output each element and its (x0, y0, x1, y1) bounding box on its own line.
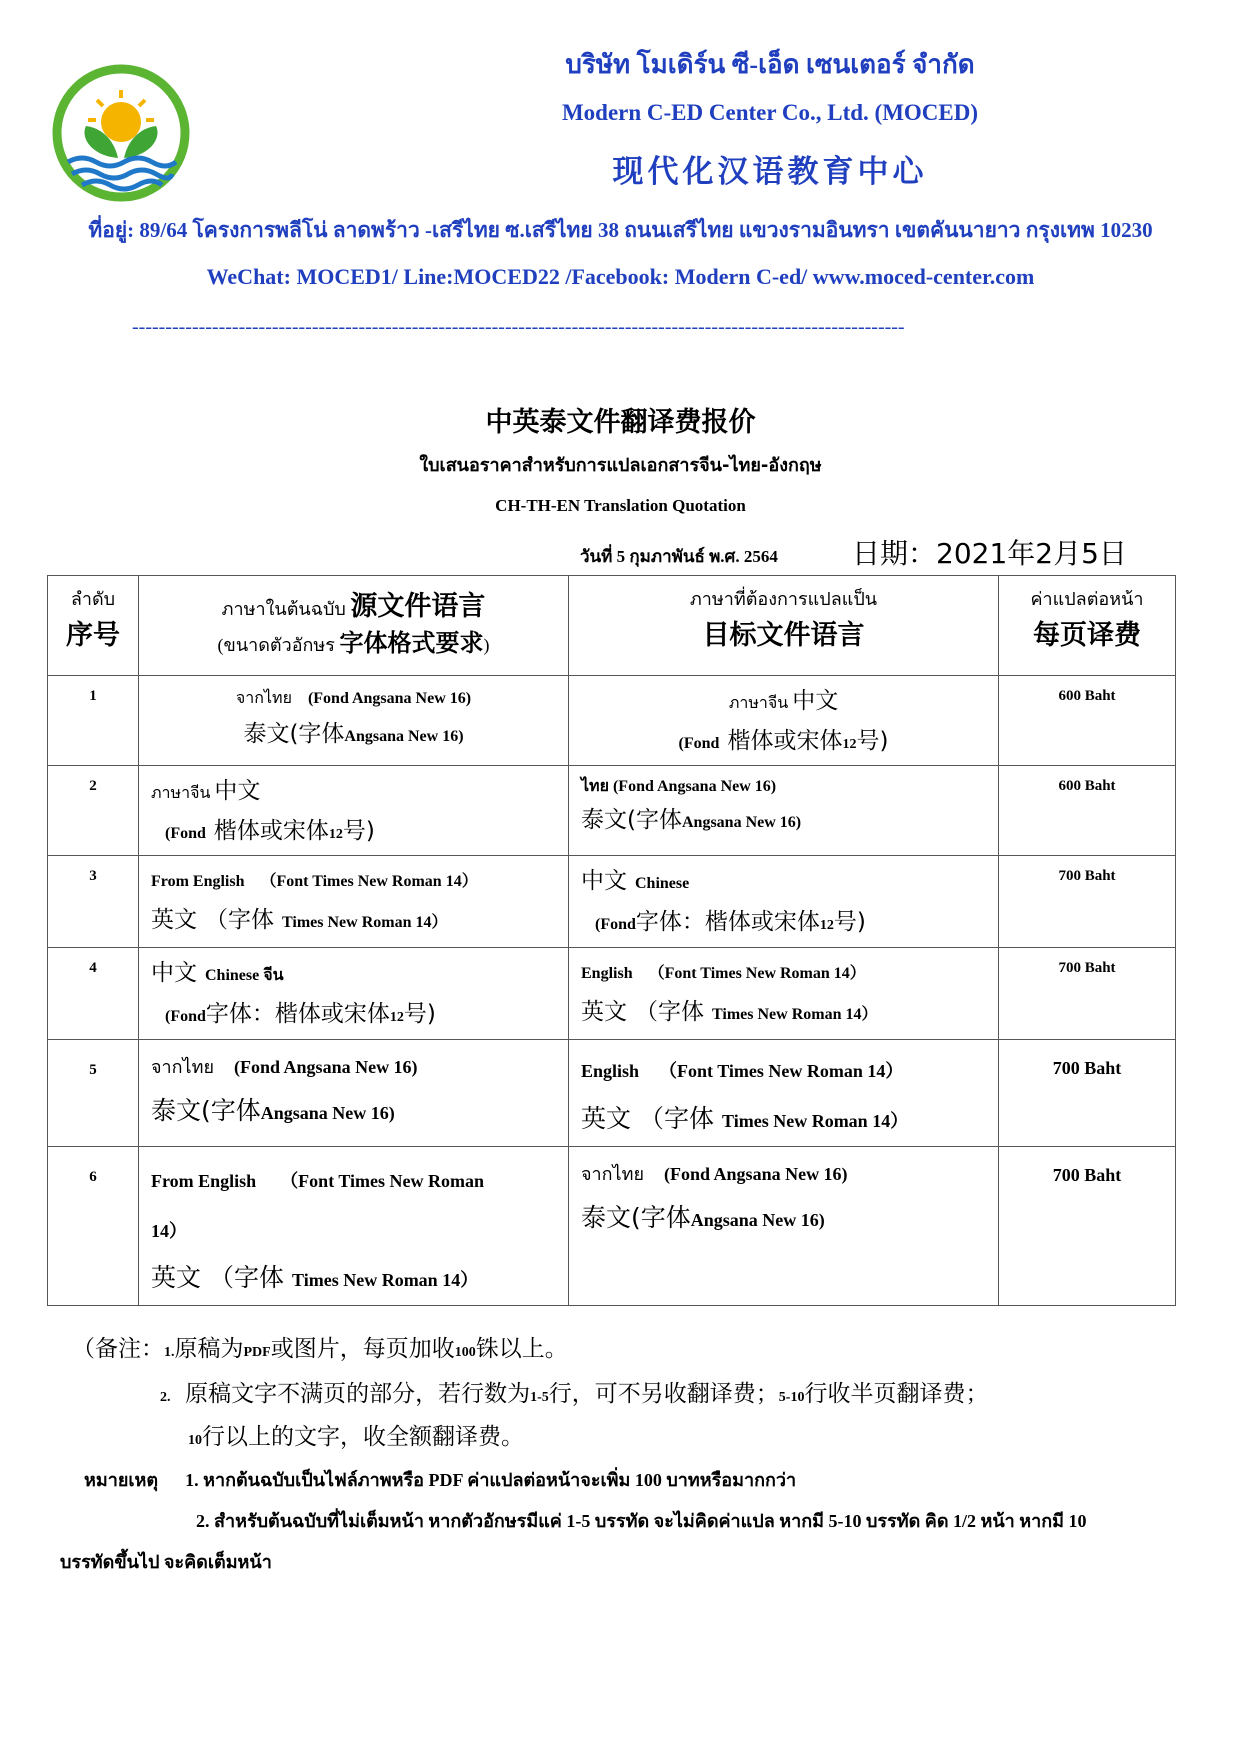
row-source (139, 676, 569, 766)
src-zh: 中文 (151, 960, 197, 986)
row-number: 2 (48, 766, 139, 856)
company-address: ที่อยู่: 89/64 โครงการพลีโน่ ลาดพร้าว -เสรีไทย ซ.เสรีไทย 38 ถนนเสรีไทย แขวงรามอินทรา เขตคันนายาว กรุงเทพ 10230 (88, 218, 1153, 242)
row-number: 3 (48, 856, 139, 948)
src-lang: From English (151, 873, 245, 890)
note-pdf: PDF (243, 1345, 271, 1360)
header-seq (48, 576, 139, 676)
tgt-zh: 中文 (581, 868, 627, 894)
tgt-lang: ไทย (Fond Angsana New 16) (581, 778, 777, 795)
title-chinese: 中英泰文件翻译费报价 (485, 407, 756, 438)
table-row (48, 1040, 1176, 1147)
row-price: 600 Baht (999, 766, 1176, 856)
row-target (569, 948, 999, 1040)
src-zh: 英文 (151, 1263, 202, 1292)
tgt-font-label: (Fond (678, 735, 720, 752)
tgt-font: 字体：楷体或宋体 (635, 909, 820, 935)
note-amount: 100 (454, 1345, 476, 1360)
row-price: 700 Baht (999, 948, 1176, 1040)
note-text: 原稿文字不满页的部分，若行数为 (185, 1381, 531, 1407)
note-thai-2: 2. สำหรับต้นฉบับที่ไม่เต็มหน้า หากตัวอักษรมีแค่ 1-5 บรรทัด จะไม่คิดค่าแปล หากมี 5-10 บรรทัด คิด 1/2 หน้า หากมี 10 (196, 1511, 1087, 1531)
src-font: 楷体或宋体 (213, 818, 329, 844)
tgt-font-size: Angsana New 16) (681, 814, 802, 831)
note-thai-1: หมายเหตุ 1. หากต้นฉบับเป็นไฟล์ภาพหรือ PDF ค่าแปลต่อหน้าจะเพิ่ม 100 บาทหรือมากกว่า (84, 1470, 797, 1490)
company-name-thai: บริษัท โมเดิร์น ซี-เอ็ด เซนเตอร์ จำกัด (565, 50, 975, 79)
tgt-zh-font: （字体 (639, 1104, 715, 1133)
tgt-font-size: Times New Roman 14） (722, 1111, 909, 1131)
tgt-lang: English (581, 1061, 640, 1081)
tgt-zh: 泰文(字体 (581, 1203, 691, 1232)
note-label: （备注： (72, 1336, 164, 1362)
note-text: 铢以上。 (475, 1336, 568, 1362)
row-target (569, 766, 999, 856)
src-font-unit: 号) (342, 818, 375, 844)
row-target (569, 1147, 999, 1306)
note-text: 行以上的文字，收全额翻译费。 (202, 1424, 524, 1450)
company-logo (52, 64, 190, 202)
header-divider: -------------------------------------------------------------------------------------------------------------------- (132, 316, 905, 338)
row-price: 700 Baht (999, 856, 1176, 948)
company-name-chinese: 现代化汉语教育中心 (612, 154, 928, 190)
src-font-label: (Fond (165, 825, 206, 842)
src-zh-font: （字体 (209, 1263, 285, 1292)
tgt-lang: English (581, 965, 633, 982)
row-number: 5 (48, 1040, 139, 1147)
src-font-cont: 14） (151, 1221, 187, 1241)
src-font-size: Angsana New 16) (260, 1103, 395, 1123)
src-lang: ภาษาจีน (151, 785, 211, 802)
src-font-size: Angsana New 16) (344, 728, 464, 745)
tgt-lang: ภาษาจีน (728, 695, 789, 712)
src-zh: 泰文(字体 (151, 1096, 261, 1125)
note-thai-3: บรรทัดขึ้นไป จะคิดเต็มหน้า (60, 1552, 272, 1572)
src-font: （Font Times New Roman 14） (260, 873, 478, 890)
row-price: 700 Baht (999, 1040, 1176, 1147)
header-price-chinese: 每页译费 (1033, 620, 1141, 651)
tgt-font-unit: 号) (833, 909, 866, 935)
table-row (48, 766, 1176, 856)
row-target (569, 676, 999, 766)
header-source-thai: ภาษาในต้นฉบับ (221, 599, 346, 619)
src-lang: Chinese จีน (205, 967, 284, 984)
tgt-zh: 英文 (581, 999, 627, 1025)
src-lang: จากไทย (151, 1057, 215, 1077)
table-header-row (48, 576, 1176, 676)
src-zh: 英文 (151, 907, 197, 933)
row-number: 1 (48, 676, 139, 766)
header-price-thai: ค่าแปลต่อหน้า (1030, 589, 1144, 609)
note-zh-2 (160, 1375, 988, 1408)
tgt-font-size: 12 (819, 918, 834, 933)
tgt-zh: 英文 (581, 1104, 632, 1133)
header-price (999, 576, 1176, 676)
src-font-size: 12 (328, 827, 343, 842)
tgt-font-size: Angsana New 16) (690, 1210, 825, 1230)
note-text: 行收半页翻译费； (804, 1381, 989, 1407)
header-target (569, 576, 999, 676)
row-source (139, 856, 569, 948)
tgt-zh: 中文 (792, 688, 839, 714)
tgt-font-size: 12 (842, 737, 857, 752)
date-chinese: 日期：2021年2月5日 (852, 537, 1127, 570)
header-seq-chinese: 序号 (66, 620, 120, 651)
row-source (139, 1040, 569, 1147)
tgt-font-unit: 号) (856, 728, 889, 754)
src-lang: From English (151, 1171, 257, 1191)
row-source (139, 948, 569, 1040)
note-range: 5-10 (778, 1390, 805, 1405)
tgt-font-size: Times New Roman 14） (712, 1006, 878, 1023)
row-price: 600 Baht (999, 676, 1176, 766)
header-source-font-chinese: 字体格式要求 (339, 629, 484, 657)
table-row (48, 856, 1176, 948)
src-font: （Font Times New Roman (280, 1171, 485, 1191)
table-row (48, 676, 1176, 766)
tgt-lang: Chinese (635, 875, 690, 892)
note-text: 或图片，每页加收 (270, 1336, 455, 1362)
src-font-size: 12 (389, 1010, 404, 1025)
note-zh-3 (188, 1418, 524, 1451)
table-row (48, 948, 1176, 1040)
note-text: 原稿为 (174, 1336, 244, 1362)
tgt-font: (Fond Angsana New 16) (664, 1164, 848, 1184)
src-font-size: Times New Roman 14） (292, 1270, 479, 1290)
tgt-zh-font: （字体 (635, 999, 704, 1025)
row-number: 6 (48, 1147, 139, 1306)
tgt-font-label: (Fond (595, 916, 636, 933)
title-thai: ใบเสนอราคาสำหรับการแปลเอกสารจีน-ไทย-อังกฤษ (419, 455, 822, 476)
note-range: 1-5 (530, 1390, 549, 1405)
company-contacts: WeChat: MOCED1/ Line:MOCED22 /Facebook: Modern C-ed/ www.moced-center.com (206, 264, 1035, 289)
note-num: 2. (160, 1390, 171, 1405)
note-range: 10 (188, 1433, 202, 1448)
row-target (569, 856, 999, 948)
row-number: 4 (48, 948, 139, 1040)
header-target-chinese: 目标文件语言 (702, 620, 865, 651)
date-thai: วันที่ 5 กุมภาพันธ์ พ.ศ. 2564 (580, 547, 778, 566)
title-english: CH-TH-EN Translation Quotation (495, 496, 746, 515)
src-lang: จากไทย (235, 690, 292, 707)
src-font-unit: 号) (403, 1001, 436, 1027)
note-text: 行，可不另收翻译费； (548, 1381, 779, 1407)
src-font: (Fond Angsana New 16) (307, 690, 472, 707)
tgt-font: （Font Times New Roman 14） (659, 1061, 904, 1081)
note-zh-1 (72, 1330, 568, 1363)
table-row (48, 1147, 1176, 1306)
src-font: (Fond Angsana New 16) (234, 1057, 418, 1077)
note-num: 1. (164, 1345, 175, 1360)
src-zh-font: （字体 (205, 907, 274, 933)
src-font-size: Times New Roman 14） (282, 914, 448, 931)
src-font-label: (Fond (165, 1008, 206, 1025)
header-target-thai: ภาษาที่ต้องการแปลแป็น (689, 589, 878, 609)
src-font: 字体：楷体或宋体 (205, 1001, 390, 1027)
row-source (139, 1147, 569, 1306)
quotation-table (47, 575, 1176, 1306)
tgt-zh: 泰文(字体 (581, 807, 682, 833)
src-zh: 泰文(字体 (243, 721, 345, 747)
tgt-font: （Font Times New Roman 14） (648, 965, 866, 982)
header-source-close: ) (483, 635, 490, 655)
tgt-lang: จากไทย (581, 1164, 645, 1184)
header-source-chinese: 源文件语言 (350, 591, 486, 622)
tgt-font: 楷体或宋体 (727, 728, 843, 754)
header-seq-thai: ลำดับ (70, 589, 116, 609)
header-source (139, 576, 569, 676)
row-source (139, 766, 569, 856)
src-zh: 中文 (214, 778, 261, 804)
company-name-english: Modern C-ED Center Co., Ltd. (MOCED) (561, 100, 979, 125)
row-target (569, 1040, 999, 1147)
row-price: 700 Baht (999, 1147, 1176, 1306)
header-source-font-thai: (ขนาดตัวอักษร (217, 635, 335, 655)
